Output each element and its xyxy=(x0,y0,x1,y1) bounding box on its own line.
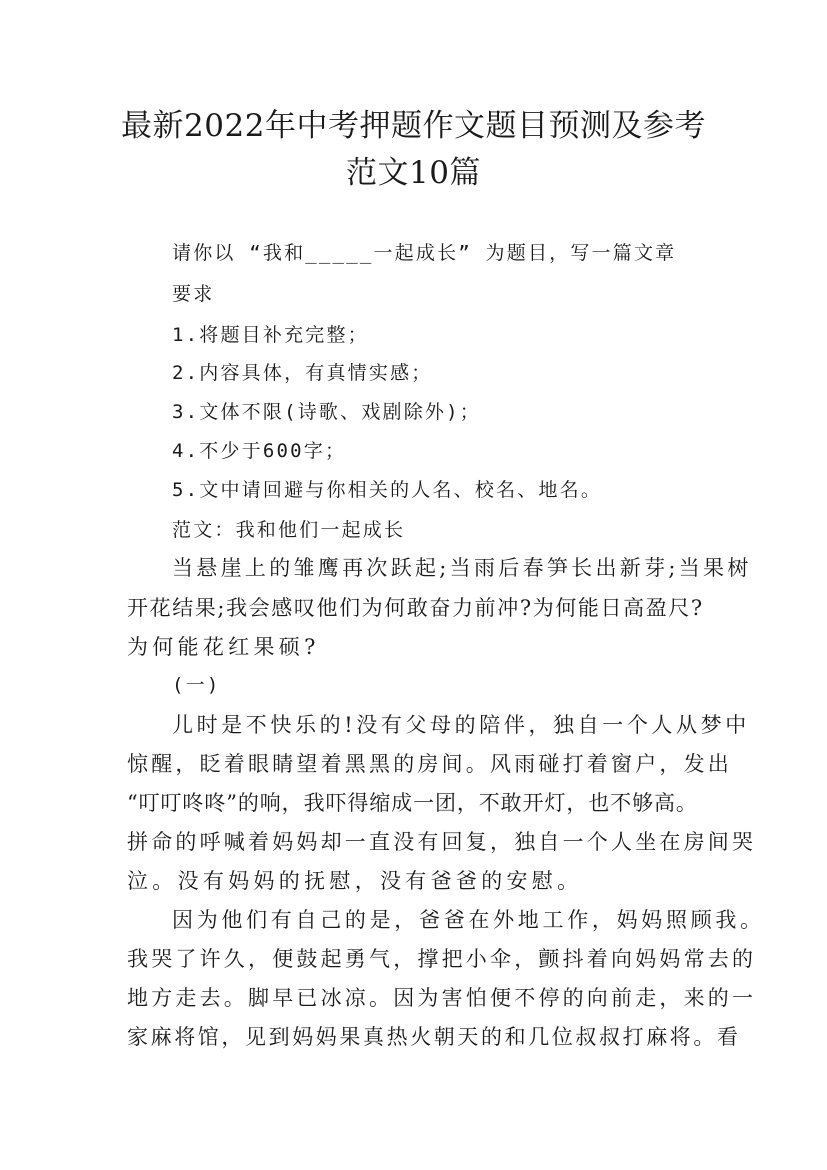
essay-line: 开花结果;我会感叹他们为何敢奋力前冲?为何能日高盈尺? xyxy=(127,596,704,620)
essay-line: 当悬崖上的雏鹰再次跃起;当雨后春笋长出新芽;当果树 xyxy=(172,556,752,580)
requirement-item: 3.文体不限(诗歌、戏剧除外)； xyxy=(172,401,481,423)
essay-line: 因为他们有自己的是，爸爸在外地工作，妈妈照顾我。 xyxy=(172,908,765,932)
essay-line: 儿时是不快乐的!没有父母的陪伴，独自一个人从梦中 xyxy=(172,713,750,737)
essay-line: 惊醒，眨着眼睛望着黑黑的房间。风雨碰打着窗户，发出 xyxy=(127,752,732,776)
title-line-2: 范文10篇 xyxy=(346,155,481,191)
requirements-label: 要求 xyxy=(172,283,215,305)
section-marker: (一) xyxy=(172,674,221,696)
essay-line: 家麻将馆，见到妈妈果真热火朝天的和几位叔叔打麻将。看 xyxy=(127,1025,741,1049)
essay-line: 泣。没有妈妈的抚慰，没有爸爸的安慰。 xyxy=(127,869,583,893)
essay-line: 为何能花红果硕? xyxy=(127,635,320,659)
requirement-item: 5.文中请回避与你相关的人名、校名、地名。 xyxy=(172,479,603,501)
document-title xyxy=(80,103,747,197)
essay-line: “叮叮咚咚”的响，我吓得缩成一团，不敢开灯，也不够高。 xyxy=(127,791,698,815)
title-line-1: 最新2022年中考押题作文题目预测及参考 xyxy=(121,108,706,144)
requirement-item: 1.将题目补充完整； xyxy=(172,324,369,346)
essay-line: 地方走去。脚早已冰凉。因为害怕便不停的向前走，来的一 xyxy=(127,986,757,1010)
essay-line: 拼命的呼喊着妈妈却一直没有回复，独自一个人坐在房间哭 xyxy=(127,830,757,854)
requirement-item: 2.内容具体，有真情实感； xyxy=(172,362,433,384)
essay-heading: 范文：我和他们一起成长 xyxy=(172,519,406,541)
essay-line: 我哭了许久，便鼓起勇气，撑把小伞，颤抖着向妈妈常去的 xyxy=(127,947,757,971)
prompt-instruction: 请你以 “我和_____一起成长” 为题目，写一篇文章 xyxy=(172,242,677,264)
requirement-item: 4.不少于600字； xyxy=(172,440,347,462)
